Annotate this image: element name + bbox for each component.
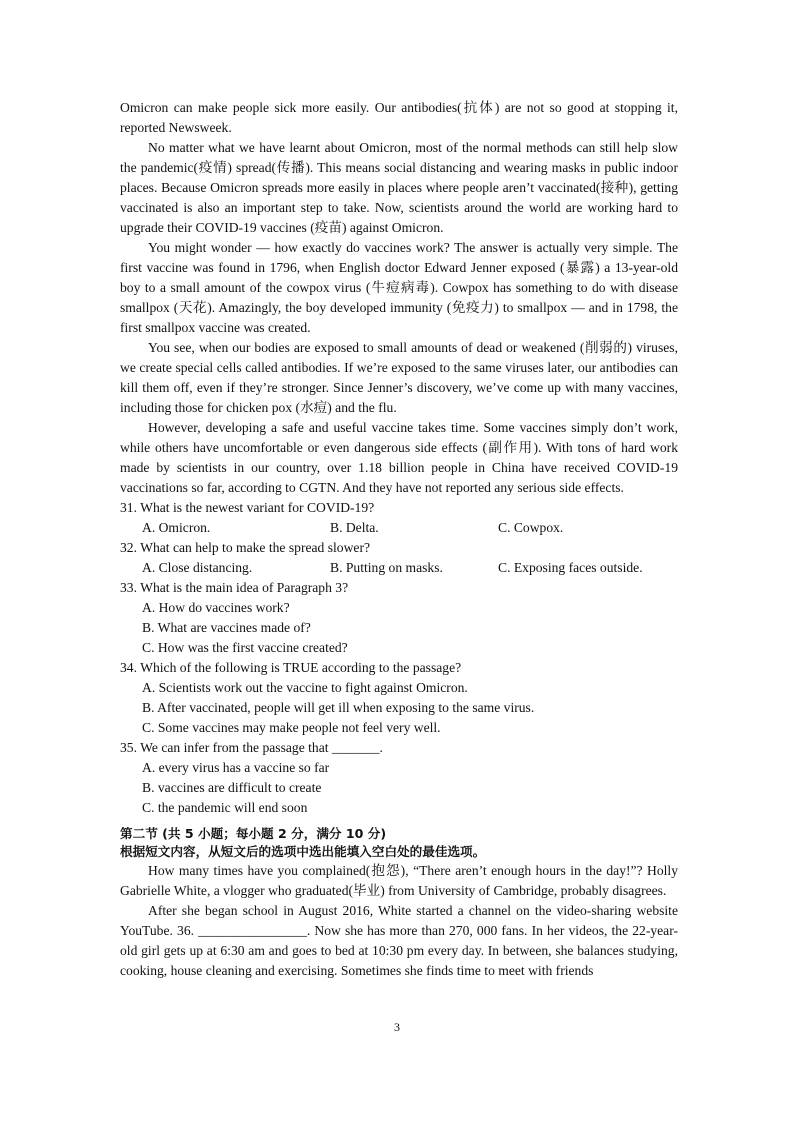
option-b: B. Delta.: [330, 520, 379, 535]
option-a: A. Scientists work out the vaccine to fight against Omicron.: [142, 680, 468, 695]
question-31: 31. What is the newest variant for COVID-19?: [120, 500, 375, 515]
option-c: C. How was the first vaccine created?: [142, 640, 348, 655]
section-instruction: 根据短文内容，从短文后的选项中选出能填入空白处的最佳选项。: [120, 844, 486, 859]
paragraph: You see, when our bodies are exposed to small amounts of dead or weakened (削弱的) viruses, we create special cells called antibodies. If we’re exposed to the same viruses later, our antibodies can kill them off, even if they’re stronger. Since Jenner’s discovery, we’ve come up with many vaccines, including those for chicken pox (水痘) and the flu.: [120, 340, 678, 415]
option-a: A. How do vaccines work?: [142, 600, 290, 615]
question-32: 32. What can help to make the spread slower?: [120, 540, 371, 555]
option-c: C. the pandemic will end soon: [142, 800, 308, 815]
question-34: 34. Which of the following is TRUE according to the passage?: [120, 660, 462, 675]
page-number: 3: [394, 1020, 400, 1034]
paragraph: No matter what we have learnt about Omicron, most of the normal methods can still help slow the pandemic(疫情) spread(传播). This means social distancing and wearing masks in public indoor places. Because Omicron spreads more easily in places where people aren’t vaccinated(接种), getting vaccinated is also an important step to take. Now, scientists around the world are working hard to upgrade their COVID-19 vaccines (疫苗) against Omicron.: [120, 140, 678, 235]
question-33: 33. What is the main idea of Paragraph 3?: [120, 580, 349, 595]
question-32-options: [120, 558, 678, 578]
paragraph: However, developing a safe and useful vaccine takes time. Some vaccines simply don’t work, while others have uncomfortable or even dangerous side effects (副作用). With tons of hard work made by scientists in our country, over 1.18 billion people in China have received COVID-19 vaccinations so far, according to CGTN. And they have not reported any serious side effects.: [120, 420, 678, 495]
paragraph: How many times have you complained(抱怨), “There aren’t enough hours in the day!”? Holly Gabrielle White, a vlogger who graduated(毕业) from University of Cambridge, probably disagrees.: [120, 863, 678, 898]
paragraph: You might wonder — how exactly do vaccines work? The answer is actually very simple. The first vaccine was found in 1796, when English doctor Edward Jenner exposed (暴露) a 13-year-old boy to a small amount of the cowpox virus (牛痘病毒). Cowpox has something to do with disease smallpox (天花). Amazingly, the boy developed immunity (免疫力) to smallpox — and in 1798, the first smallpox vaccine was created.: [120, 240, 678, 335]
question-35: 35. We can infer from the passage that _______.: [120, 740, 383, 755]
option-c: C. Cowpox.: [498, 520, 564, 535]
option-b: B. After vaccinated, people will get ill when exposing to the same virus.: [142, 700, 535, 715]
option-b: B. What are vaccines made of?: [142, 620, 311, 635]
paragraph: Omicron can make people sick more easily. Our antibodies(抗体) are not so good at stopping it, reported Newsweek.: [120, 100, 678, 135]
document-page: [120, 98, 678, 981]
option-c: C. Exposing faces outside.: [498, 560, 643, 575]
option-a: A. every virus has a vaccine so far: [142, 760, 330, 775]
option-a: A. Omicron.: [142, 520, 211, 535]
option-b: B. Putting on masks.: [330, 560, 443, 575]
section-title: 第二节 (共 5 小题；每小题 2 分，满分 10 分): [120, 826, 387, 841]
question-31-options: [120, 518, 678, 538]
option-c: C. Some vaccines may make people not feel very well.: [142, 720, 441, 735]
section-header: [120, 825, 678, 861]
option-b: B. vaccines are difficult to create: [142, 780, 322, 795]
paragraph: After she began school in August 2016, White started a channel on the video-sharing website YouTube. 36. ________________. Now she has more than 270, 000 fans. In her videos, the 22-year-old girl gets up at 6:30 am and goes to bed at 10:30 pm every day. In between, she balances studying, cooking, house cleaning and exercising. Sometimes she finds time to meet with friends: [120, 903, 678, 978]
option-a: A. Close distancing.: [142, 560, 253, 575]
